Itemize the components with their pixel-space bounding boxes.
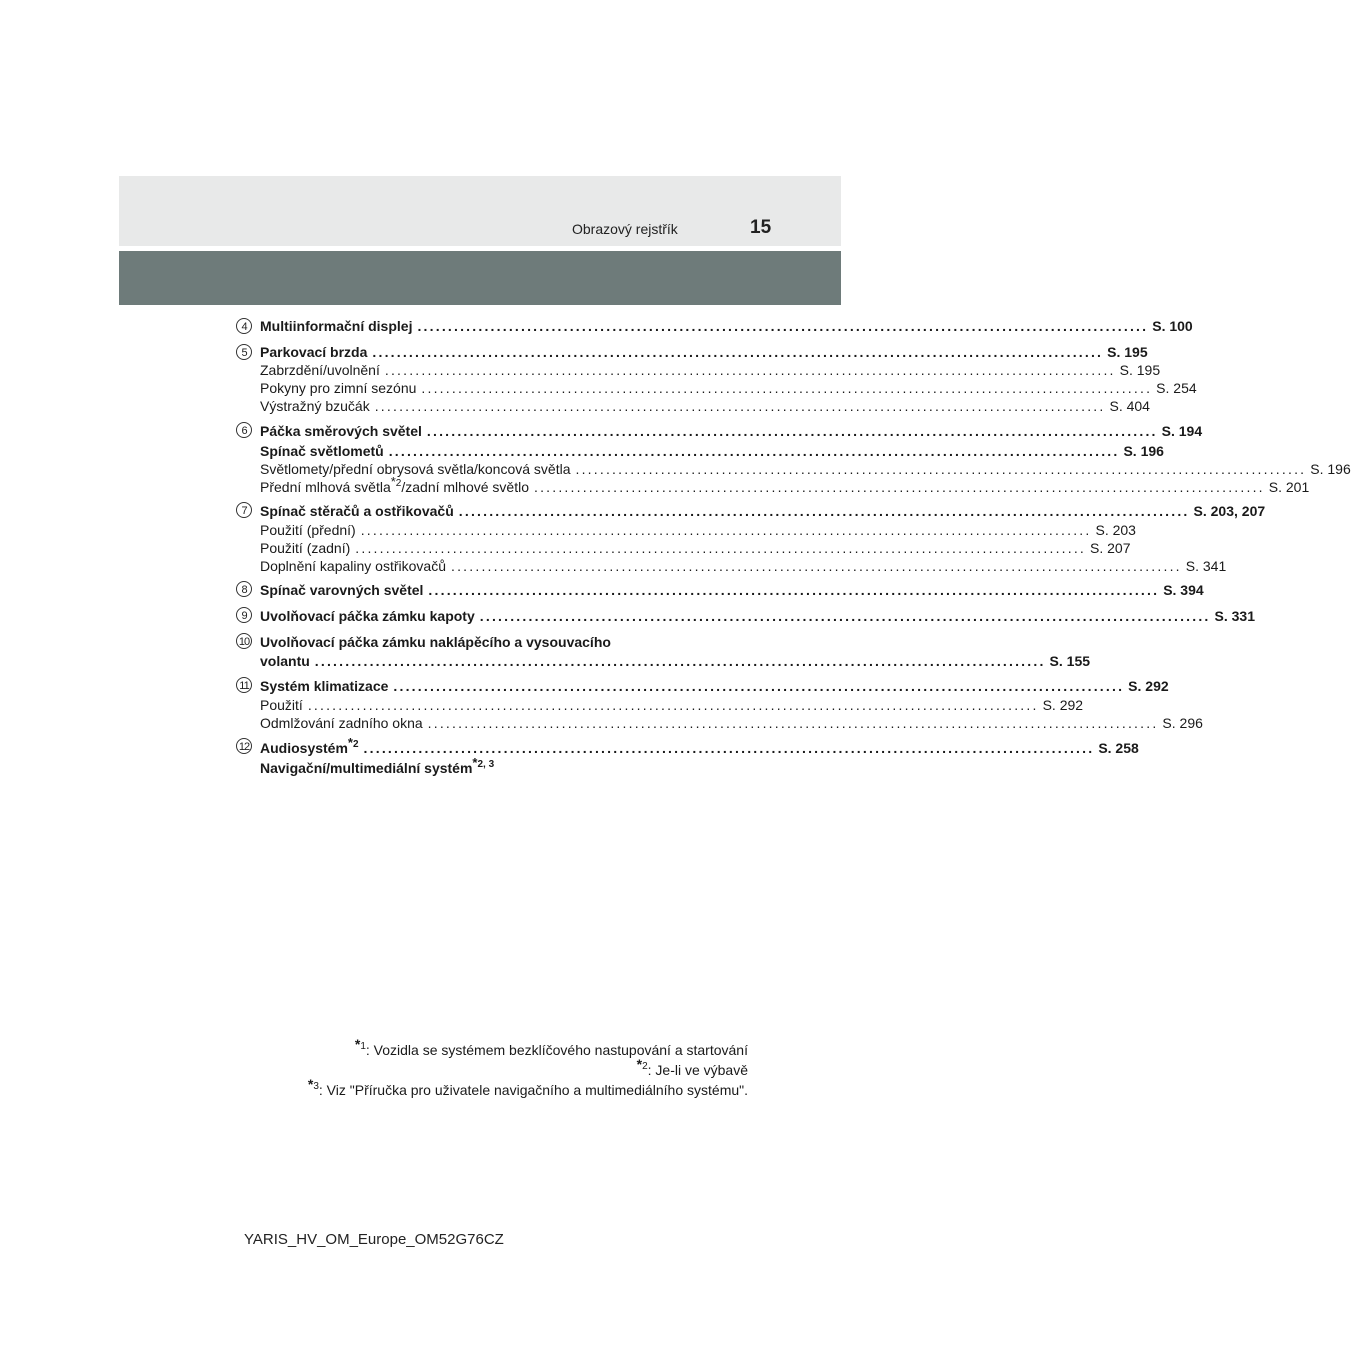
index-subentry[interactable]: Použití ........................................................................................................................ S. 292 xyxy=(260,697,1084,713)
footnote-1: $^{*1}$: Vozidla se systémem bezklíčového nastupování a startování xyxy=(354,1036,748,1058)
index-entry-air-conditioning[interactable]: Systém klimatizace ........................................................................................................................ S. 292 xyxy=(260,678,1169,694)
header-band xyxy=(119,176,841,246)
document-code: YARIS_HV_OM_Europe_OM52G76CZ xyxy=(244,1231,504,1248)
footnote-2: $^{*2}$: Je-li ve výbavě xyxy=(636,1056,748,1078)
index-subentry[interactable]: Pokyny pro zimní sezónu ........................................................................................................................ S. 254 xyxy=(260,380,1197,396)
section-title: Obrazový rejstřík xyxy=(572,221,678,237)
index-entry-navigation-system[interactable]: Navigační/multimediální systém$^{*2, 3}$ xyxy=(260,755,495,776)
marker-badge: 12 xyxy=(236,738,252,754)
footnotes xyxy=(307,1036,748,1100)
page-number: 15 xyxy=(750,217,772,238)
index-entry-multiinfo-display[interactable]: Multiinformační displej ........................................................................................................................ S. 100 xyxy=(260,318,1193,334)
marker-badge: 4 xyxy=(236,318,252,334)
index-entry-tilt-telescopic[interactable]: Uvolňovací páčka zámku naklápěcího a vysouvacího xyxy=(260,634,611,650)
header-bar xyxy=(119,251,841,305)
index-entry-hazard-switch[interactable]: Spínač varovných světel ........................................................................................................................ S. 394 xyxy=(260,582,1204,598)
marker-badge: 11 xyxy=(236,677,252,693)
index-entry-parking-brake[interactable]: Parkovací brzda ........................................................................................................................ S. 195 xyxy=(260,344,1148,360)
index-entry-headlight-switch[interactable]: Spínač světlometů ........................................................................................................................ S. 196 xyxy=(260,443,1164,459)
index-subentry[interactable]: Světlomety/přední obrysová světla/koncová světla ........................................................................................................................ S. 196 xyxy=(260,461,1351,477)
index-subentry[interactable]: Zabrzdění/uvolnění ........................................................................................................................ S. 195 xyxy=(260,362,1161,378)
footnote-3: $^{*3}$: Viz "Příručka pro uživatele navigačního a multimediálního systému". xyxy=(307,1076,748,1098)
index-entry-turn-signal-lever[interactable]: Páčka směrových světel ........................................................................................................................ S. 194 xyxy=(260,423,1203,439)
index-subentry[interactable]: Výstražný bzučák ........................................................................................................................ S. 404 xyxy=(260,398,1150,414)
index-entry-hood-release[interactable]: Uvolňovací páčka zámku kapoty ........................................................................................................................ S. 331 xyxy=(260,608,1256,624)
index-entry-audio-system[interactable]: Audiosystém$^{*2}$ ........................................................................................................................ S. 258 xyxy=(260,735,1139,756)
marker-badge: 8 xyxy=(236,581,252,597)
marker-badge: 5 xyxy=(236,344,252,360)
marker-badge: 9 xyxy=(236,607,252,623)
marker-badge: 7 xyxy=(236,502,252,518)
index-entry-wiper-switch[interactable]: Spínač stěračů a ostřikovačů ........................................................................................................................ S. 203, 207 xyxy=(260,503,1266,519)
marker-badge: 10 xyxy=(236,633,252,649)
index-subentry[interactable]: Přední mlhová světla$^{*2}$/zadní mlhové světlo ........................................................................................................................ S. 201 xyxy=(260,474,1310,495)
index-subentry[interactable]: Použití (přední) ........................................................................................................................ S. 203 xyxy=(260,522,1136,538)
index-subentry[interactable]: Doplnění kapaliny ostřikovačů ........................................................................................................................ S. 341 xyxy=(260,558,1227,574)
index-entry-tilt-telescopic-cont[interactable]: volantu ........................................................................................................................ S. 155 xyxy=(260,653,1091,669)
index-subentry[interactable]: Odmlžování zadního okna ........................................................................................................................ S. 296 xyxy=(260,715,1203,731)
marker-badge: 6 xyxy=(236,422,252,438)
index-subentry[interactable]: Použití (zadní) ........................................................................................................................ S. 207 xyxy=(260,540,1131,556)
